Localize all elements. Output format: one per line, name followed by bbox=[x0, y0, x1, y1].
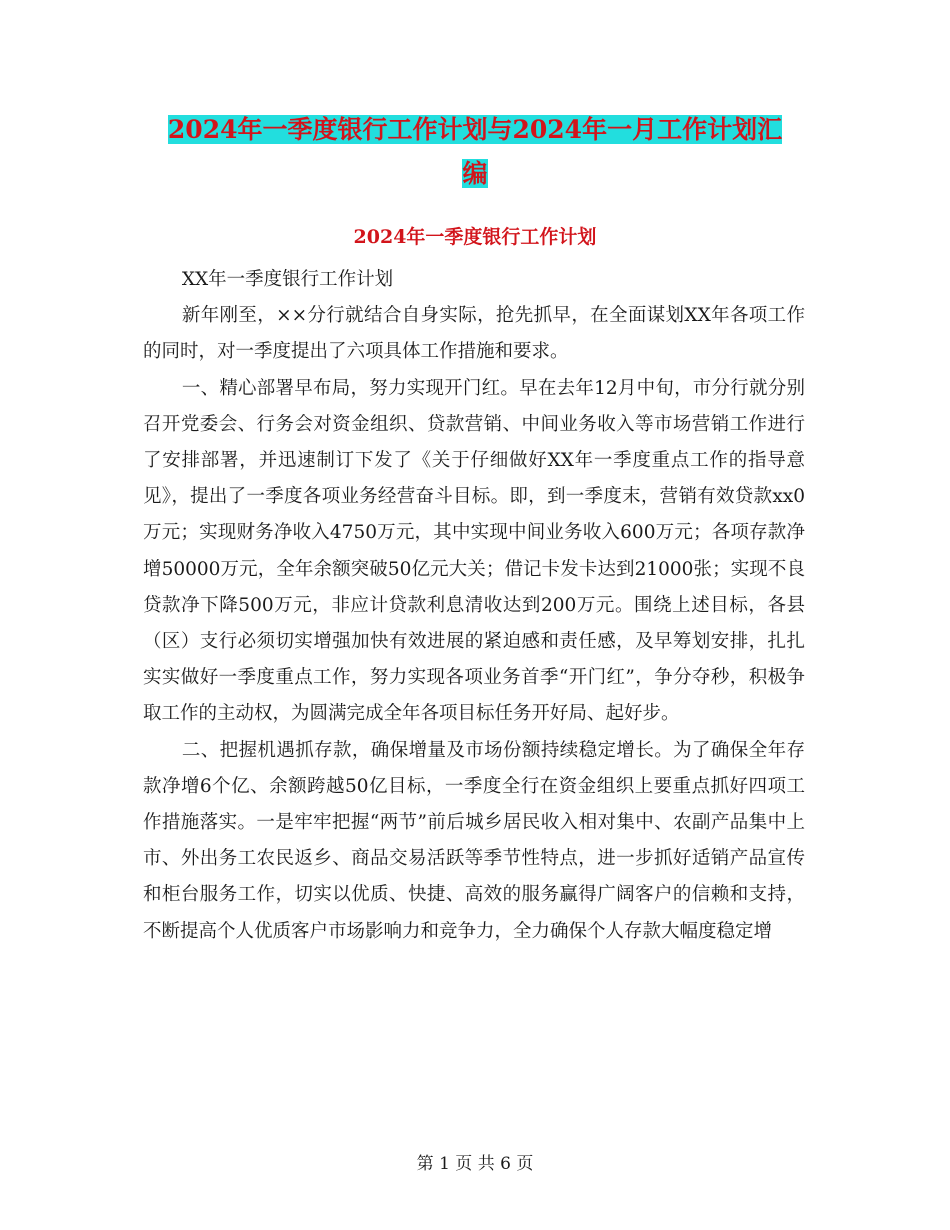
document-title-line-1: 2024年一季度银行工作计划与2024年一月工作计划汇 bbox=[167, 115, 783, 144]
page-number-footer: 第 1 页 共 6 页 bbox=[416, 1154, 534, 1174]
paragraph-heading: XX年一季度银行工作计划 bbox=[181, 269, 394, 290]
document-title bbox=[0, 108, 950, 196]
paragraph-section-two: 二、把握机遇抓存款，确保增量及市场份额持续稳定增长。为了确保全年存款净增6个亿、余额跨越50亿目标，一季度全行在资金组织上要重点抓好四项工作措施落实。一是牢牢把握“两节”前后城乡居民收入相对集中、农副产品集中上市、外出务工农民返乡、商品交易活跃等季节性特点，进一步抓好适销产品宣传和柜台服务工作，切实以优质、快捷、高效的服务赢得广阔客户的信赖和支持，不断提高个人优质客户市场影响力和竞争力，全力确保个人存款大幅度稳定增 bbox=[143, 739, 805, 942]
paragraph-intro: 新年刚至，××分行就结合自身实际，抢先抓早，在全面谋划XX年各项工作的同时，对一季度提出了六项具体工作措施和要求。 bbox=[143, 305, 805, 363]
paragraph-section-one: 一、精心部署早布局，努力实现开门红。早在去年12月中旬，市分行就分别召开党委会、行务会对资金组织、贷款营销、中间业务收入等市场营销工作进行了安排部署，并迅速制订下发了《关于仔细做好XX年一季度重点工作的指导意见》，提出了一季度各项业务经营奋斗目标。即，到一季度末，营销有效贷款xx0万元；实现财务净收入4750万元，其中实现中间业务收入600万元；各项存款净增50000万元，全年余额突破50亿元大关；借记卡发卡达到21000张；实现不良贷款净下降500万元，非应计贷款利息清收达到200万元。围绕上述目标，各县（区）支行必须切实增强加快有效进展的紧迫感和责任感，及早筹划安排，扎扎实实做好一季度重点工作，努力实现各项业务首季“开门红”，争分夺秒，积极争取工作的主动权，为圆满完成全年各项目标任务开好局、起好步。 bbox=[143, 377, 805, 725]
document-title-line-2: 编 bbox=[462, 159, 488, 188]
section-title: 2024年一季度银行工作计划 bbox=[353, 226, 597, 248]
document-body bbox=[143, 262, 805, 950]
